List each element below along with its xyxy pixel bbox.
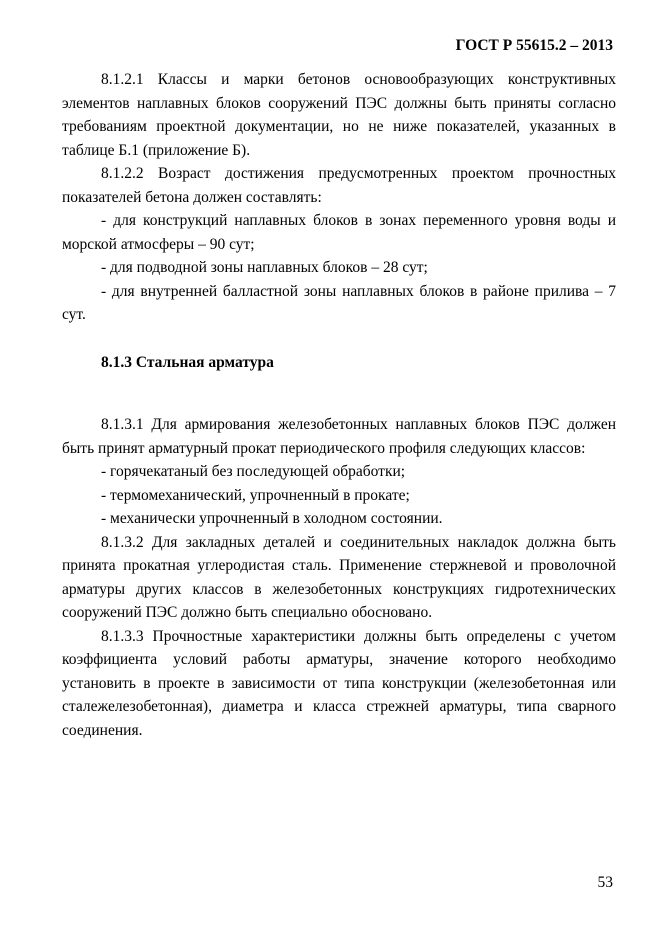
paragraph-8-1-3-2: 8.1.3.2 Для закладных деталей и соединительных накладок должна быть принята прокатная углеродистая сталь. Применение стержневой и проволочной арматуры других классов в железобетонных конструкциях гидротехнических сооружений ПЭС должно быть специально обосновано. [62,533,616,621]
paragraph-8-1-3-3: 8.1.3.3 Прочностные характеристики должны быть определены с учетом коэффициента условий работы арматуры, значение которого необходимо установить в проекте в зависимости от типа конструкции (железобетонная или сталежелезобетонная), диаметра и класса стрежней арматуры, типа сварного соединения. [62,627,616,739]
paragraph-8-1-3-1: 8.1.3.1 Для армирования железобетонных наплавных блоков ПЭС должен быть принят арматурный прокат периодического профиля следующих классов: [62,416,616,457]
page-number: 53 [597,874,613,891]
document-standard-code: ГОСТ Р 55615.2 – 2013 [455,37,613,54]
document-body [62,68,616,742]
section-heading: 8.1.3 Стальная арматура [101,353,274,371]
list-item: - горячекатаный без последующей обработки; [101,463,406,480]
paragraph-8-1-2-2: 8.1.2.2 Возраст достижения предусмотренных проектом прочностных показателей бетона должен составлять: [62,165,616,206]
spacer [62,374,616,413]
list-item: - для внутренней балластной зоны наплавных блоков в районе прилива – 7 сут. [62,282,616,323]
list-item: - для конструкций наплавных блоков в зонах переменного уровня воды и морской атмосферы – 90 сут; [62,212,616,253]
list-item: - для подводной зоны наплавных блоков – 28 сут; [101,259,428,276]
paragraph-8-1-2-1: 8.1.2.1 Классы и марки бетонов основообразующих конструктивных элементов наплавных блоков сооружений ПЭС должны быть приняты согласно требованиям проектной документации, но не ниже показателей, указанных в таблице Б.1 (приложение Б). [62,71,616,159]
list-item: - механически упрочненный в холодном состоянии. [101,510,443,527]
list-item: - термомеханический, упрочненный в прокате; [101,486,410,504]
spacer [62,327,616,351]
